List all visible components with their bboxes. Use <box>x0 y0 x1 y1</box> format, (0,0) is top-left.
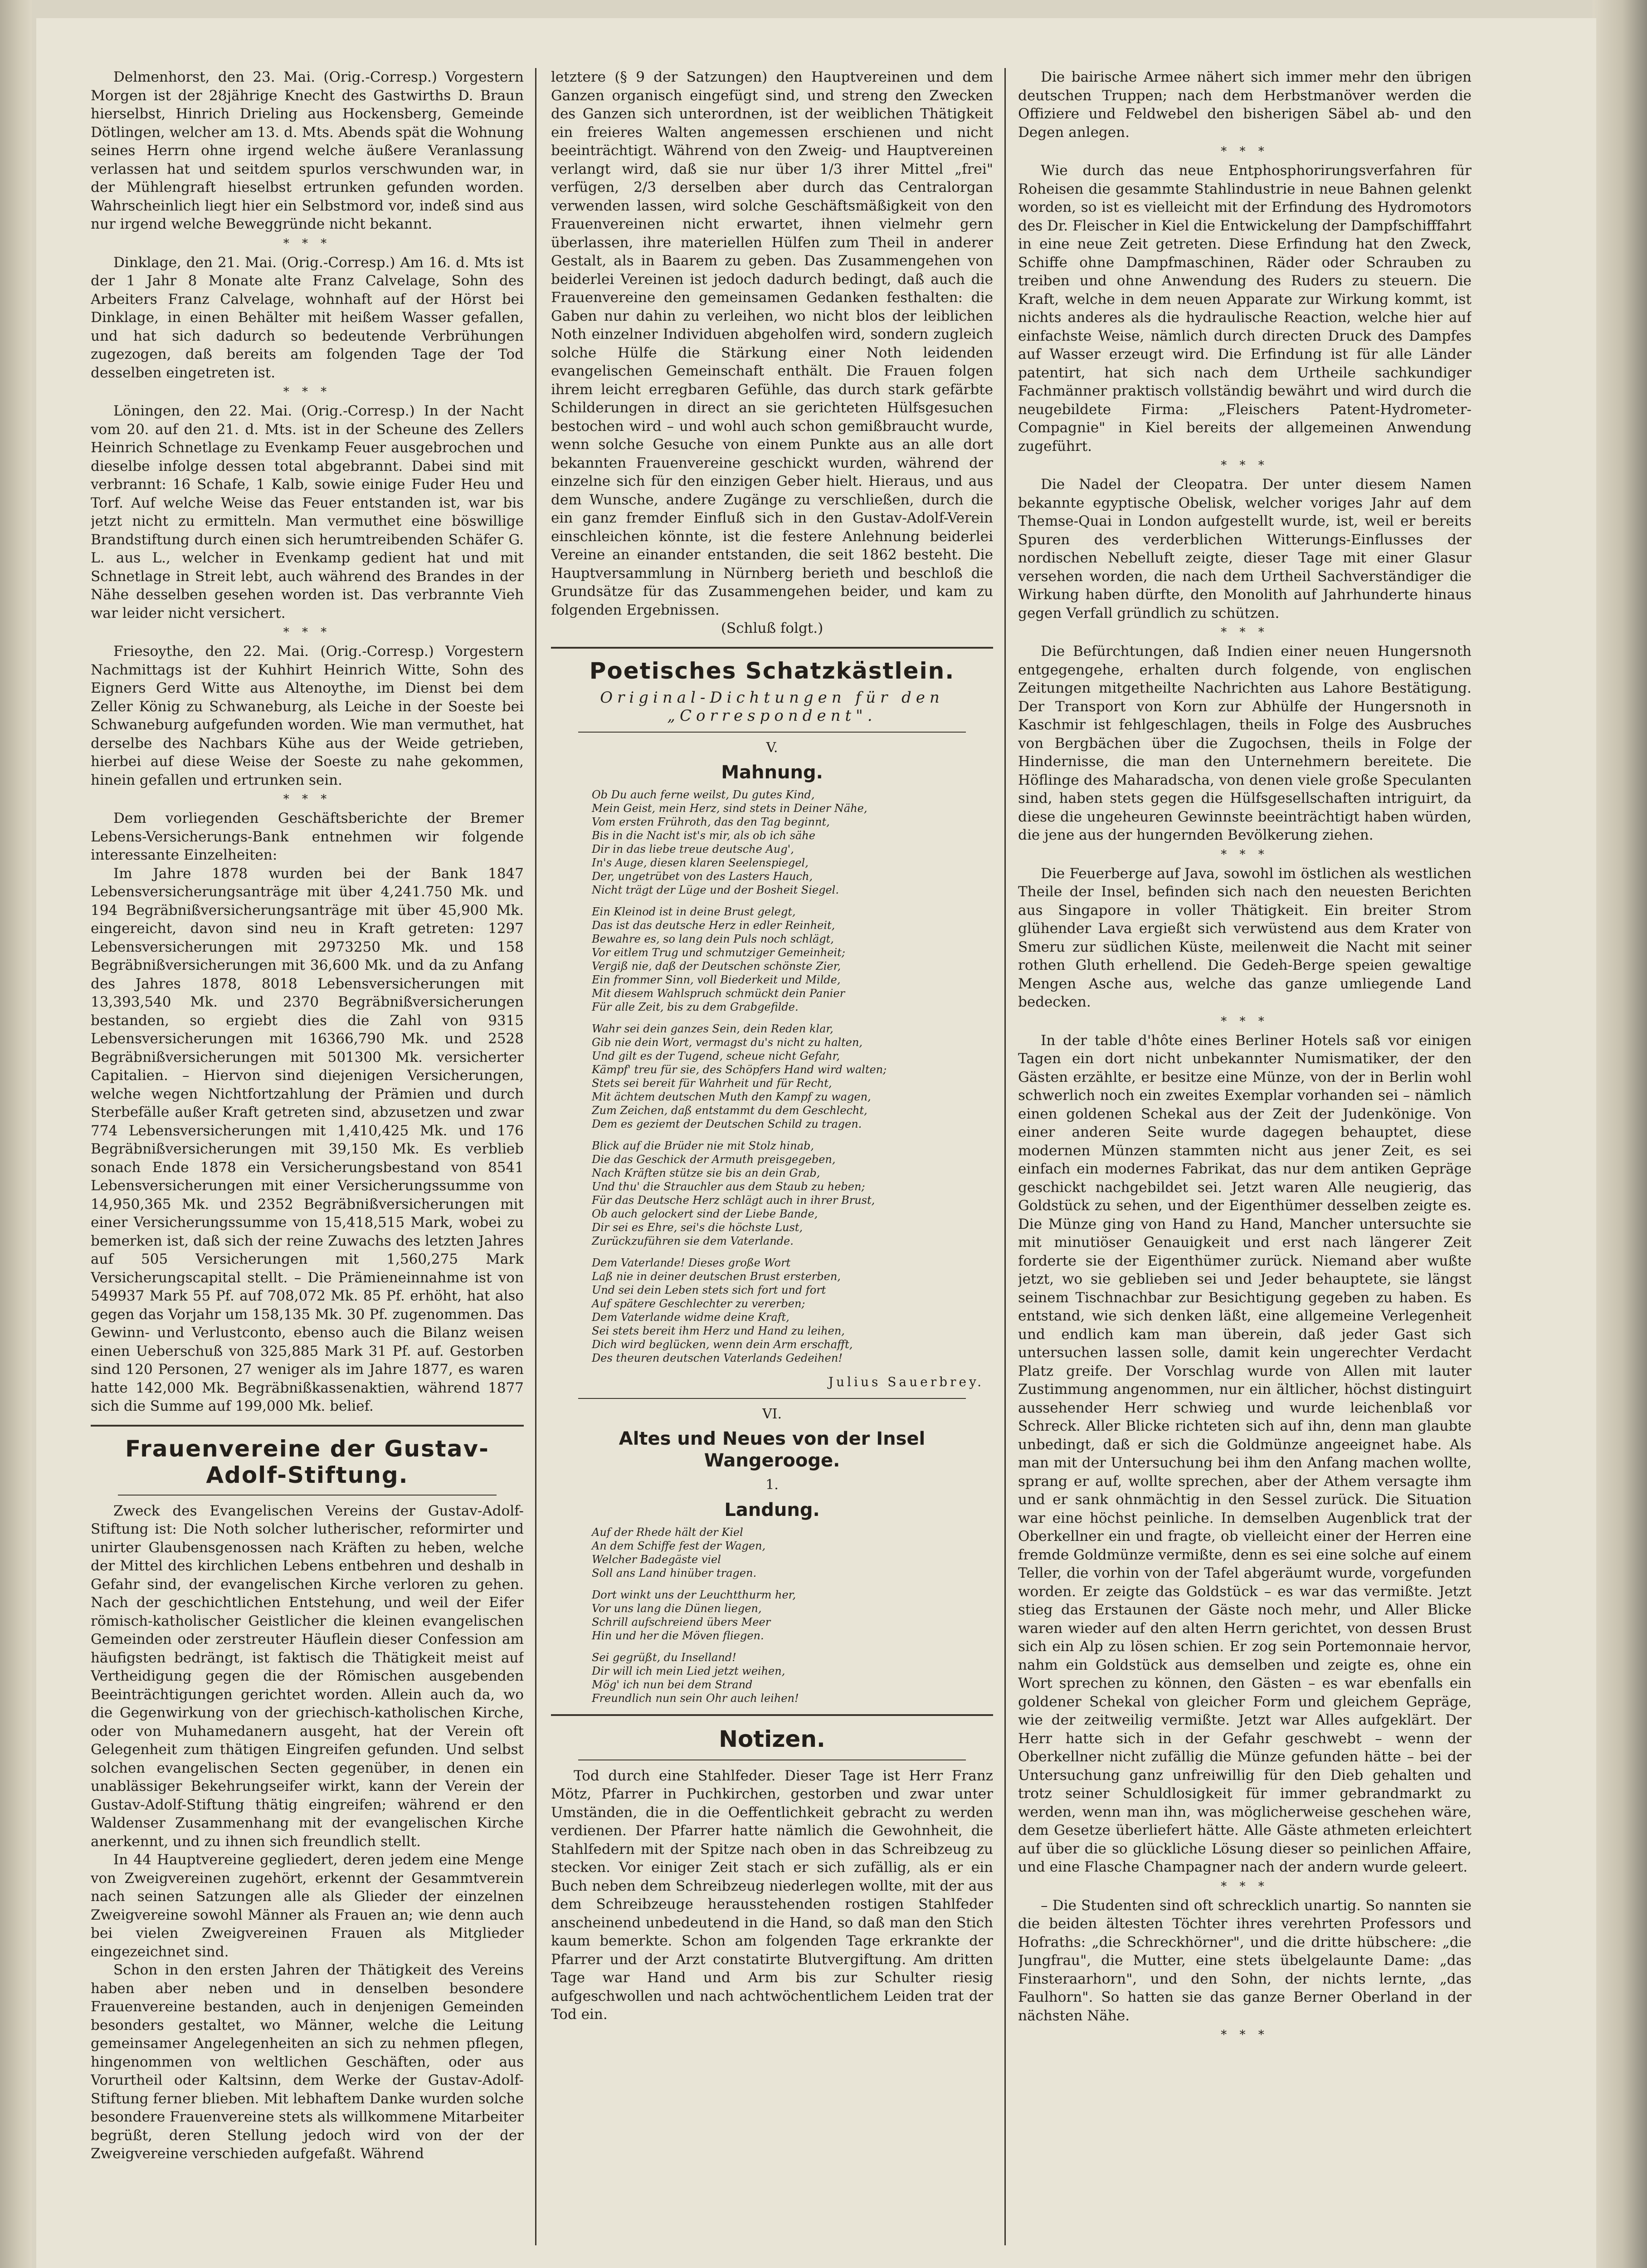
poem-title-landung: Landung. <box>724 1499 820 1520</box>
section-rule <box>551 1714 993 1716</box>
frauenvereine-p3: Schon in den ersten Jahren der Thätigkeit des Vereins haben aber neben und in denselben besondere Frauenvereine bestanden, auch in denjenigen Gemeinden besonders gestaltet, wo Männer, welche die Leitung gemeinsamer Angelegenheiten an sich zu nehmen pflegen, hingenommen von weltlichen Geschäften, oder aus Vorurtheil oder Kaltsinn, dem Werke der Gustav-Adolf-Stiftung ferner blieben. Mit lebhaftem Danke wurden solche besondere Frauenvereine stets als willkommene Mitarbeiter begrüßt, deren Stellung jedoch wird von der der Zweigvereine verschieden aufgefaßt. Während <box>91 1962 524 2162</box>
notiz-nadel-cleopatra: Die Nadel der Cleopatra. Der unter diesem Namen bekannte egyptische Obelisk, welcher voriges Jahr auf dem Themse-Quai in London aufgestellt wurde, ist, weil er bereits Spuren des verderblichen Witterungs-Einflusses der nordischen Nebelluft zeigte, dieser Tage mit einer Glasur versehen worden, die nach dem Urtheil Sachverständiger die Wirkung haben dürfte, den Monolith auf Jahrhunderte hinaus gegen Verfall gründlich zu schützen. <box>1018 476 1472 621</box>
separator-stars: * * * <box>1221 1879 1269 1893</box>
notiz-hungersnoth: Die Befürchtungen, daß Indien einer neuen Hungersnoth entgegengehe, erhalten durch folgende, von englischen Zeitungen mitgetheilte Nachrichten aus Lahore Bestätigung. Der Transport von Korn zur Abhülfe der Hungersnoth in Kaschmir ist fehlgeschlagen, theils in Folge des Ausbruches von Bergbächen über die Zugochsen, theils in Folge der Hindernisse, die man den Unternehmern bereitete. Die Höflinge des Maharadscha, von denen viele große Speculanten sind, haben stets gegen die Hülfsgesellschaften intriguirt, da diese die ungeheuren Gewinnste beeinträchtigt haben würden, die jene aus der hungernden Bevölkerung ziehen. <box>1018 643 1472 843</box>
separator-stars: * * * <box>1221 145 1269 158</box>
poem-author: Julius Sauerbrey. <box>828 1374 984 1389</box>
notiz-studenten: – Die Studenten sind oft schrecklich unartig. So nannten sie die beiden ältesten Töchter ihres verehrten Professors und Hofraths: „die Schreckhörner", und die dritte hübschere: „die Jungfrau", die Mutter, eine stets übelgelaunte Dame: „das Finsteraarhorn", und den Sohn, der nichts lernte, „das Faulhorn". So hatten sie das ganze Berner Oberland in der nächsten Nähe. <box>1018 1897 1472 2024</box>
article-bremer-report: Im Jahre 1878 wurden bei der Bank 1847 Lebensversicherungsanträge mit über 4,241.750 Mk. und 194 Begräbnißversicherungsanträge mit über 45,900 Mk. eingereicht, davon sind neu in Kraft getreten: 1297 Lebensversicherungen mit 2973250 Mk. und 158 Begräbnißversicherungen mit 36,600 Mk. und da zu Anfang des Jahres 1878, 8018 Lebensversicherungen mit 13,393,540 Mk. und 2370 Begräbnißversicherungen bestanden, so ergiebt dies die Zahl von 9315 Lebensversicherungen mit 16366,790 Mk. und 2528 Begräbnißversicherungen mit 501300 Mk. versicherter Capitalien. – Hiervon sind diejenigen Versicherungen, welche wegen Nichtfortzahlung der Prämien und durch Sterbefälle außer Kraft getreten sind, abzusetzen und zwar 774 Lebensversicherungen mit 1,410,425 Mk. und 176 Begräbnißversicherungen mit 39,150 Mk. Es verblieb sonach Ende 1878 ein Versicherungsbestand von 8541 Lebensversicherungen mit einer Versicherungssumme von 14,950,365 Mk. und 2352 Begräbnißversicherungen mit einer Versicherungssumme von 15,418,515 Mark, wobei zu bemerken ist, daß sich der reine Zuwachs des letzten Jahres auf 505 Versicherungen mit 1,560,275 Mark Versicherungscapital stellt. – Die Prämieneinnahme ist von 549937 Mark 55 Pf. auf 708,072 Mk. 85 Pf. erhöht, hat also gegen das Vorjahr um 158,135 Mk. 30 Pf. zugenommen. Das Gewinn- und Verlustconto, ebenso auch die Bilanz weisen einen Ueberschuß von 325,885 Mark 31 Pf. auf. Gestorben sind 120 Personen, 27 weniger als im Jahre 1877, es waren hatte 142,000 Mk. Begräbnißkassenaktien, während 1877 sich die Summe auf 199,000 Mk. belief. <box>91 865 524 1414</box>
scan-edge-left <box>0 0 32 2268</box>
section-rule <box>91 1425 524 1427</box>
heading-frauenvereine: Frauenvereine der Gustav-Adolf-Stiftung. <box>125 1435 489 1488</box>
article-bremer-intro: Dem vorliegenden Geschäftsberichte der Bremer Lebens-Versicherungs-Bank entnehmen wir folgende interessante Einzelheiten: <box>91 810 524 863</box>
column-1 <box>91 68 524 2263</box>
notiz-numismatiker: In der table d'hôte eines Berliner Hotels saß vor einigen Tagen ein dort nicht unbekannter Numismatiker, der den Gästen erzählte, er besitze eine Münze, von der in Berlin wohl schwerlich noch ein zweites Exemplar vorhanden sei – nämlich einen goldenen Schekal aus der Zeit der Judenkönige. Von einer anderen Seite wurde dagegen behauptet, diese modernen Münzen stammten nicht aus jener Zeit, es sei einfach ein modernes Fabrikat, das nur dem antiken Gepräge geschickt nachgebildet sei. Jetzt waren Alle neugierig, das Goldstück zu sehen, und der Eigenthümer desselben zeigte es. Die Münze ging von Hand zu Hand, Mancher untersuchte sie mit minutiöser Genauigkeit und erst nach längerer Zeit forderte sie der Eigenthümer zurück. Niemand aber wußte jetzt, wo sie geblieben sei und Jeder behauptete, sie längst seinem Tischnachbar zur Besichtigung gegeben zu haben. Es entstand, wie sich denken läßt, eine allgemeine Verlegenheit und endlich kam man überein, daß jeder Gast sich untersuchen lassen solle, damit kein ungerechter Verdacht Platz greife. Der Vorschlag wurde von Allen mit lauter Zustimmung angenommen, nur ein ältlicher, höchst distinguirt aussehender Herr schwieg und wurde leichenblaß vor Schreck. Aller Blicke richteten sich auf ihn, denn man glaubte unbedingt, daß er sich die Goldmünze angeeignet habe. Als man mit der Untersuchung bei ihm den Anfang machen wollte, sprang er auf, wollte sprechen, aber der Athem versagte ihm und er sank ohnmächtig in den Sessel zurück. Die Situation war eine höchst peinliche. In demselben Augenblick trat der Oberkellner ein und fragte, ob vielleicht einer der Herren eine fremde Goldmünze vermißte, denn es sei eine solche auf einem Teller, die vorhin von der Tafel abgeräumt wurde, vorgefunden worden. Er zeigte das Goldstück – es war das vermißte. Jetzt stieg das Erstaunen der Gäste noch mehr, und Aller Blicke waren wieder auf den alten Herrn gerichtet, von dessen Brust sich ein Alp zu lösen schien. Er zog sein Portemonnaie hervor, nahm ein Goldstück aus demselben und zeigte es, ohne ein Wort sprechen zu können, den Gästen – es war ebenfalls ein goldener Schekal von gleicher Form und gleichem Gepräge, wie der zeitweilig vermißte. Jetzt war Alles aufgeklärt. Der Herr hatte sich in der Gefahr geschwebt – wenn der Oberkellner nicht zufällig die Münze gefunden hätte – bei der Untersuchung ganz unfreiwillig für den Dieb gehalten und trotz seiner Schuldlosigkeit für immer gebrandmarkt zu werden, wenn man ihn, was möglicherweise geschehen wäre, dem Gesetze überliefert hätte. Alle Gäste athmeten erleichtert auf über die so glückliche Lösung dieser so peinlichen Affaire, und eine Flasche Champagner nach der andern wurde geleert. <box>1018 1032 1472 1875</box>
column-rule-1 <box>535 68 536 2245</box>
poem-stanza: Wahr sei dein ganzes Sein, dein Reden klar, Gib nie dein Wort, vermagst du's nicht zu halten, Und gilt es der Tugend, scheue nicht Gefahr, Kämpf' treu für sie, des Schöpfers Hand wird walten; Stets sei bereit für Wahrheit und für Recht, Mit ächtem deutschen Muth den Kampf zu wagen, Zum Zeichen, daß entstammt du dem Geschlecht, Dem es geziemt der Deutschen Schild zu tragen. <box>592 1022 887 1130</box>
notiz-stahlfeder: Tod durch eine Stahlfeder. Dieser Tage ist Herr Franz Mötz, Pfarrer in Puchkirchen, gestorben und zwar unter Umständen, die in die Oeffentlichkeit gebracht zu werden verdienen. Der Pfarrer hatte nämlich die Gewohnheit, die Stahlfedern mit der Spitze nach oben in das Schreibzeug zu stecken. Vor einiger Zeit stach er sich zufällig, als er ein Buch neben dem Schreibzeug niederlegen wollte, mit der aus dem Schreibzeuge herausstehenden rostigen Stahlfeder anscheinend unbedeutend in die Hand, so daß man den Stich kaum bemerkte. Schon am folgenden Tage erkrankte der Pfarrer und der Arzt constatirte Blutvergiftung. Am dritten Tage war Hand und Arm bis zur Schulter riesig aufgeschwollen und nach achtwöchentlichem Leiden trat der Tod ein. <box>551 1767 993 2023</box>
poem-stanza: Dem Vaterlande! Dieses große Wort Laß nie in deiner deutschen Brust ersterben, Und sei dein Leben stets sich fort und fort Auf spätere Geschlechter zu vererben; Dem Vaterlande widme deine Kraft, Sei stets bereit ihm Herz und Hand zu leihen, Dich wird beglücken, wenn dein Arm erschafft, Des theuren deutschen Vaterlands Gedeihen! <box>592 1256 853 1364</box>
column-3 <box>1018 68 1472 2263</box>
poem-divider <box>578 1398 966 1399</box>
frauenvereine-p1: Zweck des Evangelischen Vereins der Gustav-Adolf-Stiftung ist: Die Noth solcher lutherischer, reformirter und unirter Glaubensgenossen nach Kräften zu heben, welche der Mittel des kirchlichen Lebens entbehren und deshalb in Gefahr sind, der evangelischen Kirche verloren zu gehen. Nach der geschichtlichen Entstehung, und weil der Eifer römisch-katholischer Geistlicher die kleinen evangelischen Gemeinden oder zerstreuter Häuflein dieser Confession am häufigsten bedrängt, ist faktisch die Thätigkeit meist auf Vertheidigung gegen die der Römischen ausgebenden Beeinträchtigungen gerichtet worden. Allein auch da, wo die Gegenwirkung von der griechisch-katholischen Kirche, oder von Muhamedanern ausgeht, hat der Verein oft Gelegenheit zum thätigen Eingreifen gefunden. Und selbst solchen evangelischen Secten gegenüber, in denen ein unablässiger Bekehrungseifer wirkt, kann der Verein der Gustav-Adolf-Stiftung thätig eingreifen; während er den Waldenser Zusammenhang mit der evangelischen Kirche anerkennt, und zu ihnen sich freundlich stellt. <box>91 1502 524 1850</box>
separator-stars: * * * <box>1221 847 1269 861</box>
poem-part-number: 1. <box>765 1477 779 1493</box>
separator-stars: * * * <box>1221 2028 1269 2042</box>
poem-heading-wangerooge: Altes und Neues von der Insel Wangerooge. <box>619 1428 926 1471</box>
poem-stanza: Dort winkt uns der Leuchtthurm her, Vor uns lang die Dünen liegen, Schrill aufschreiend übers Meer Hin und her die Möven fliegen. <box>592 1588 796 1642</box>
column-2 <box>551 68 993 2263</box>
poem-number-vi: VI. <box>762 1406 782 1422</box>
heading-underline <box>578 732 966 733</box>
frauenvereine-p2: In 44 Hauptvereine gegliedert, deren jedem eine Menge von Zweigvereinen zugehört, erkennt der Gesammtverein nach seinen Satzungen alle als Glieder der einzelnen Zweigvereine sowohl Männer als Frauen an; wie denn auch bei vielen Zweigvereinen Frauen als Mitglieder eingezeichnet sind. <box>91 1852 524 1960</box>
separator-stars: * * * <box>1221 1014 1269 1028</box>
separator-stars: * * * <box>283 236 331 250</box>
heading-notizen: Notizen. <box>719 1725 825 1752</box>
notiz-bairische-armee: Die bairische Armee nähert sich immer mehr den übrigen deutschen Truppen; nach dem Herbstmanöver werden die Offiziere und Feldwebel den bisherigen Säbel ab- und den Degen anlegen. <box>1018 69 1472 141</box>
poem-title-mahnung: Mahnung. <box>721 762 823 783</box>
heading-schatzkaestlein: Poetisches Schatzkästlein. <box>589 657 955 684</box>
separator-stars: * * * <box>1221 626 1269 639</box>
separator-stars: * * * <box>283 626 331 639</box>
article-loeningen: Löningen, den 22. Mai. (Orig.-Corresp.) In der Nacht vom 20. auf den 21. d. Mts. ist in der Scheune des Zellers Heinrich Schnetlage zu Evenkamp Feuer ausgebrochen und dieselbe infolge dessen total abgebrannt. Dabei sind mit verbrannt: 16 Schafe, 1 Kalb, sowie einige Fuder Heu und Torf. Auf welche Weise das Feuer entstanden ist, war bis jetzt nicht zu ermitteln. Man vermuthet eine böswillige Brandstiftung durch einen sich herumtreibenden Schäfer G. L. aus L., welcher in Evenkamp gedient hat und mit Schnetlage in Streit lebt, auch während des Brandes in der Nähe desselben gesehen worden ist. Das verbrannte Vieh war leider nicht versichert. <box>91 403 524 621</box>
section-rule <box>551 647 993 649</box>
poem-stanza: Ein Kleinod ist in deine Brust gelegt, Das ist das deutsche Herz in edler Reinheit, Bewahre es, so lang dein Puls noch schlägt, Vor eitlem Trug und schmutziger Gemeinheit; Vergiß nie, daß der Deutschen schönste Zier, Ein frommer Sinn, voll Biederkeit und Milde, Mit diesem Wahlspruch schmückt dein Panier Für alle Zeit, bis zu dem Grabgefilde. <box>592 905 845 1013</box>
poem-stanza: Auf der Rhede hält der Kiel An dem Schiffe fest der Wagen, Welcher Badegäste viel Soll ans Land hinüber tragen. <box>592 1525 766 1579</box>
scan-edge-right <box>1593 0 1647 2268</box>
notiz-feuerberge: Die Feuerberge auf Java, sowohl im östlichen als westlichen Theile der Insel, befinden sich nach den neuesten Berichten aus Singapore in voller Thätigkeit. Ein breiter Strom glühender Lava ergießt sich verwüstend aus dem Krater von Smeru zur südlichen Küste, meilenweit die Nacht mit seiner rothen Gluth erhellend. Die Gedeh-Berge speien gewaltige Mengen Asche aus, welche das ganze umliegende Land bedecken. <box>1018 865 1472 1010</box>
column-rule-2 <box>1004 68 1006 2245</box>
article-delmenhorst: Delmenhorst, den 23. Mai. (Orig.-Corresp.) Vorgestern Morgen ist der 28jährige Knecht des Gastwirths D. Braun hierselbst, Hinrich Drieling aus Hockensberg, Gemeinde Dötlingen, welcher am 13. d. Mts. Abends spät die Wohnung seines Herrn ohne irgend welche äußere Veranlassung verlassen hat und seitdem spurlos verschwunden war, in der Mühlengraft hieselbst ertrunken gefunden worden. Wahrscheinlich liegt hier ein Selbstmord vor, indeß sind aus nur irgend welche Beweggründe nicht bekannt. <box>91 69 524 232</box>
poem-number-v: V. <box>766 739 778 756</box>
to-be-continued: (Schluß folgt.) <box>721 620 824 636</box>
article-dinklage: Dinklage, den 21. Mai. (Orig.-Corresp.) Am 16. d. Mts ist der 1 Jahr 8 Monate alte Franz Calvelage, Sohn des Arbeiters Franz Calvelage, wohnhaft auf der Hörst bei Dinklage, in einen Behälter mit heißem Wasser gefallen, und hat sich dadurch so bedeutende Verbrühungen zugezogen, daß bereits am folgenden Tage der Tod desselben eingetreten ist. <box>91 254 524 381</box>
separator-stars: * * * <box>283 385 331 399</box>
separator-stars: * * * <box>1221 459 1269 472</box>
heading-underline <box>118 1495 497 1496</box>
separator-stars: * * * <box>283 792 331 806</box>
poem-stanza: Blick auf die Brüder nie mit Stolz hinab, Die das Geschick der Armuth preisgegeben, Nach Kräften stütze sie bis an dein Grab, Und thu' die Strauchler aus dem Staub zu heben; Für das Deutsche Herz schlägt auch in ihrer Brust, Ob auch gelockert sind der Liebe Bande, Dir sei es Ehre, sei's die höchste Lust, Zurückzuführen sie dem Vaterlande. <box>592 1139 875 1247</box>
article-friesoythe: Friesoythe, den 22. Mai. (Orig.-Corresp.) Vorgestern Nachmittags ist der Kuhhirt Heinrich Witte, Sohn des Eigners Gerd Witte aus Altenoythe, im Dienst bei dem Zeller König zu Schwaneburg, als Leiche in der Soeste bei Schwaneburg aufgefunden worden. Wie man vermuthet, hat derselbe des Nachbars Kühe aus der Weide getrieben, hierbei auf diese Weise der Soeste zu nahe gekommen, hinein gefallen und ertrunken sein. <box>91 643 524 788</box>
poem-stanza: Ob Du auch ferne weilst, Du gutes Kind, Mein Geist, mein Herz, sind stets in Deiner Nähe, Vom ersten Frühroth, das den Tag beginnt, Bis in die Nacht ist's mir, als ob ich sähe Dir in das liebe treue deutsche Aug', In's Auge, diesen klaren Seelenspiegel, Der, ungetrübet von des Lasters Hauch, Nicht trägt der Lüge und der Bosheit Siegel. <box>592 788 867 896</box>
subheading-original: Original-Dichtungen für den „Correspondent". <box>600 688 944 725</box>
frauenvereine-continued: letztere (§ 9 der Satzungen) den Hauptvereinen und dem Ganzen organisch eingefügt sind, und streng den Zwecken des Ganzen sich unterordnen, ist der weiblichen Thätigkeit ein freieres Walten angemessen erschienen und nicht beeinträchtigt. Während von den Zweig- und Hauptvereinen verlangt wird, daß sie nur über 1/3 ihrer Mittel „frei" verfügen, 2/3 derselben aber durch das Centralorgan verwenden lassen, wird solche Geschäftsmäßigkeit von den Frauenvereinen nicht erwartet, ihnen vielmehr gern überlassen, ihre materiellen Hülfen zum Theil in anderer Gestalt, als in Baarem zu geben. Das Zusammengehen von beiderlei Vereinen ist jedoch dadurch bedingt, daß auch die Frauenvereine den gemeinsamen Gedanken festhalten: die Gaben nur dahin zu verleihen, wo nicht blos der leiblichen Noth einzelner Individuen abgeholfen wird, sondern zugleich solche Hülfe die Stärkung einer Noth leidenden evangelischen Gemeinschaft enthält. Die Frauen folgen ihrem leicht erregbaren Gefühle, das durch stark gefärbte Schilderungen in direct an sie gerichteten Hülfsgesuchen bestochen wird – und wohl auch schon gemißbraucht wurde, wenn solche Gesuche von einem Punkte aus an alle dort bekannten Frauenvereine geschickt wurden, während der einzelne sich für den einzigen Geber hielt. Hieraus, und aus dem Wunsche, andere Zugänge zu verschließen, durch die ein ganz fremder Einfluß sich in den Gustav-Adolf-Verein einschleichen könnte, ist die festere Anlehnung beiderlei Vereine an einander entstanden, die seit 1862 besteht. Die Hauptversammlung in Nürnberg berieth und beschloß die Grundsätze für das Zusammengehen beider, und kam zu folgenden Ergebnissen. <box>551 69 993 618</box>
notiz-hydromotor: Wie durch das neue Entphosphorirungsverfahren für Roheisen die gesammte Stahlindustrie in neue Bahnen gelenkt worden, so ist es vielleicht mit der Erfindung des Hydromotors des Dr. Fleischer in Kiel die Entwickelung der Dampfschifffahrt in eine neue Zeit getreten. Diese Erfindung hat den Zweck, Schiffe ohne Dampfmaschinen, Räder oder Schrauben zu treiben und ohne Anwendung des Ruders zu steuern. Die Kraft, welche in dem neuen Apparate zur Wirkung kommt, ist nichts anderes als die hydraulische Reaction, welche hier auf einfachste Weise, nämlich durch directen Druck des Dampfes auf Wasser erzeugt wird. Die Erfindung ist für alle Länder patentirt, hat sich nach dem Urtheile sachkundiger Fachmänner praktisch vollständig bewährt und wird durch die neugebildete Firma: „Fleischers Patent-Hydrometer-Compagnie" in Kiel bereits der allgemeinen Anwendung zugeführt. <box>1018 162 1472 455</box>
poem-stanza: Sei gegrüßt, du Inselland! Dir will ich mein Lied jetzt weihen, Mög' ich nun bei dem Strand Freundlich nun sein Ohr auch leihen! <box>592 1651 799 1705</box>
